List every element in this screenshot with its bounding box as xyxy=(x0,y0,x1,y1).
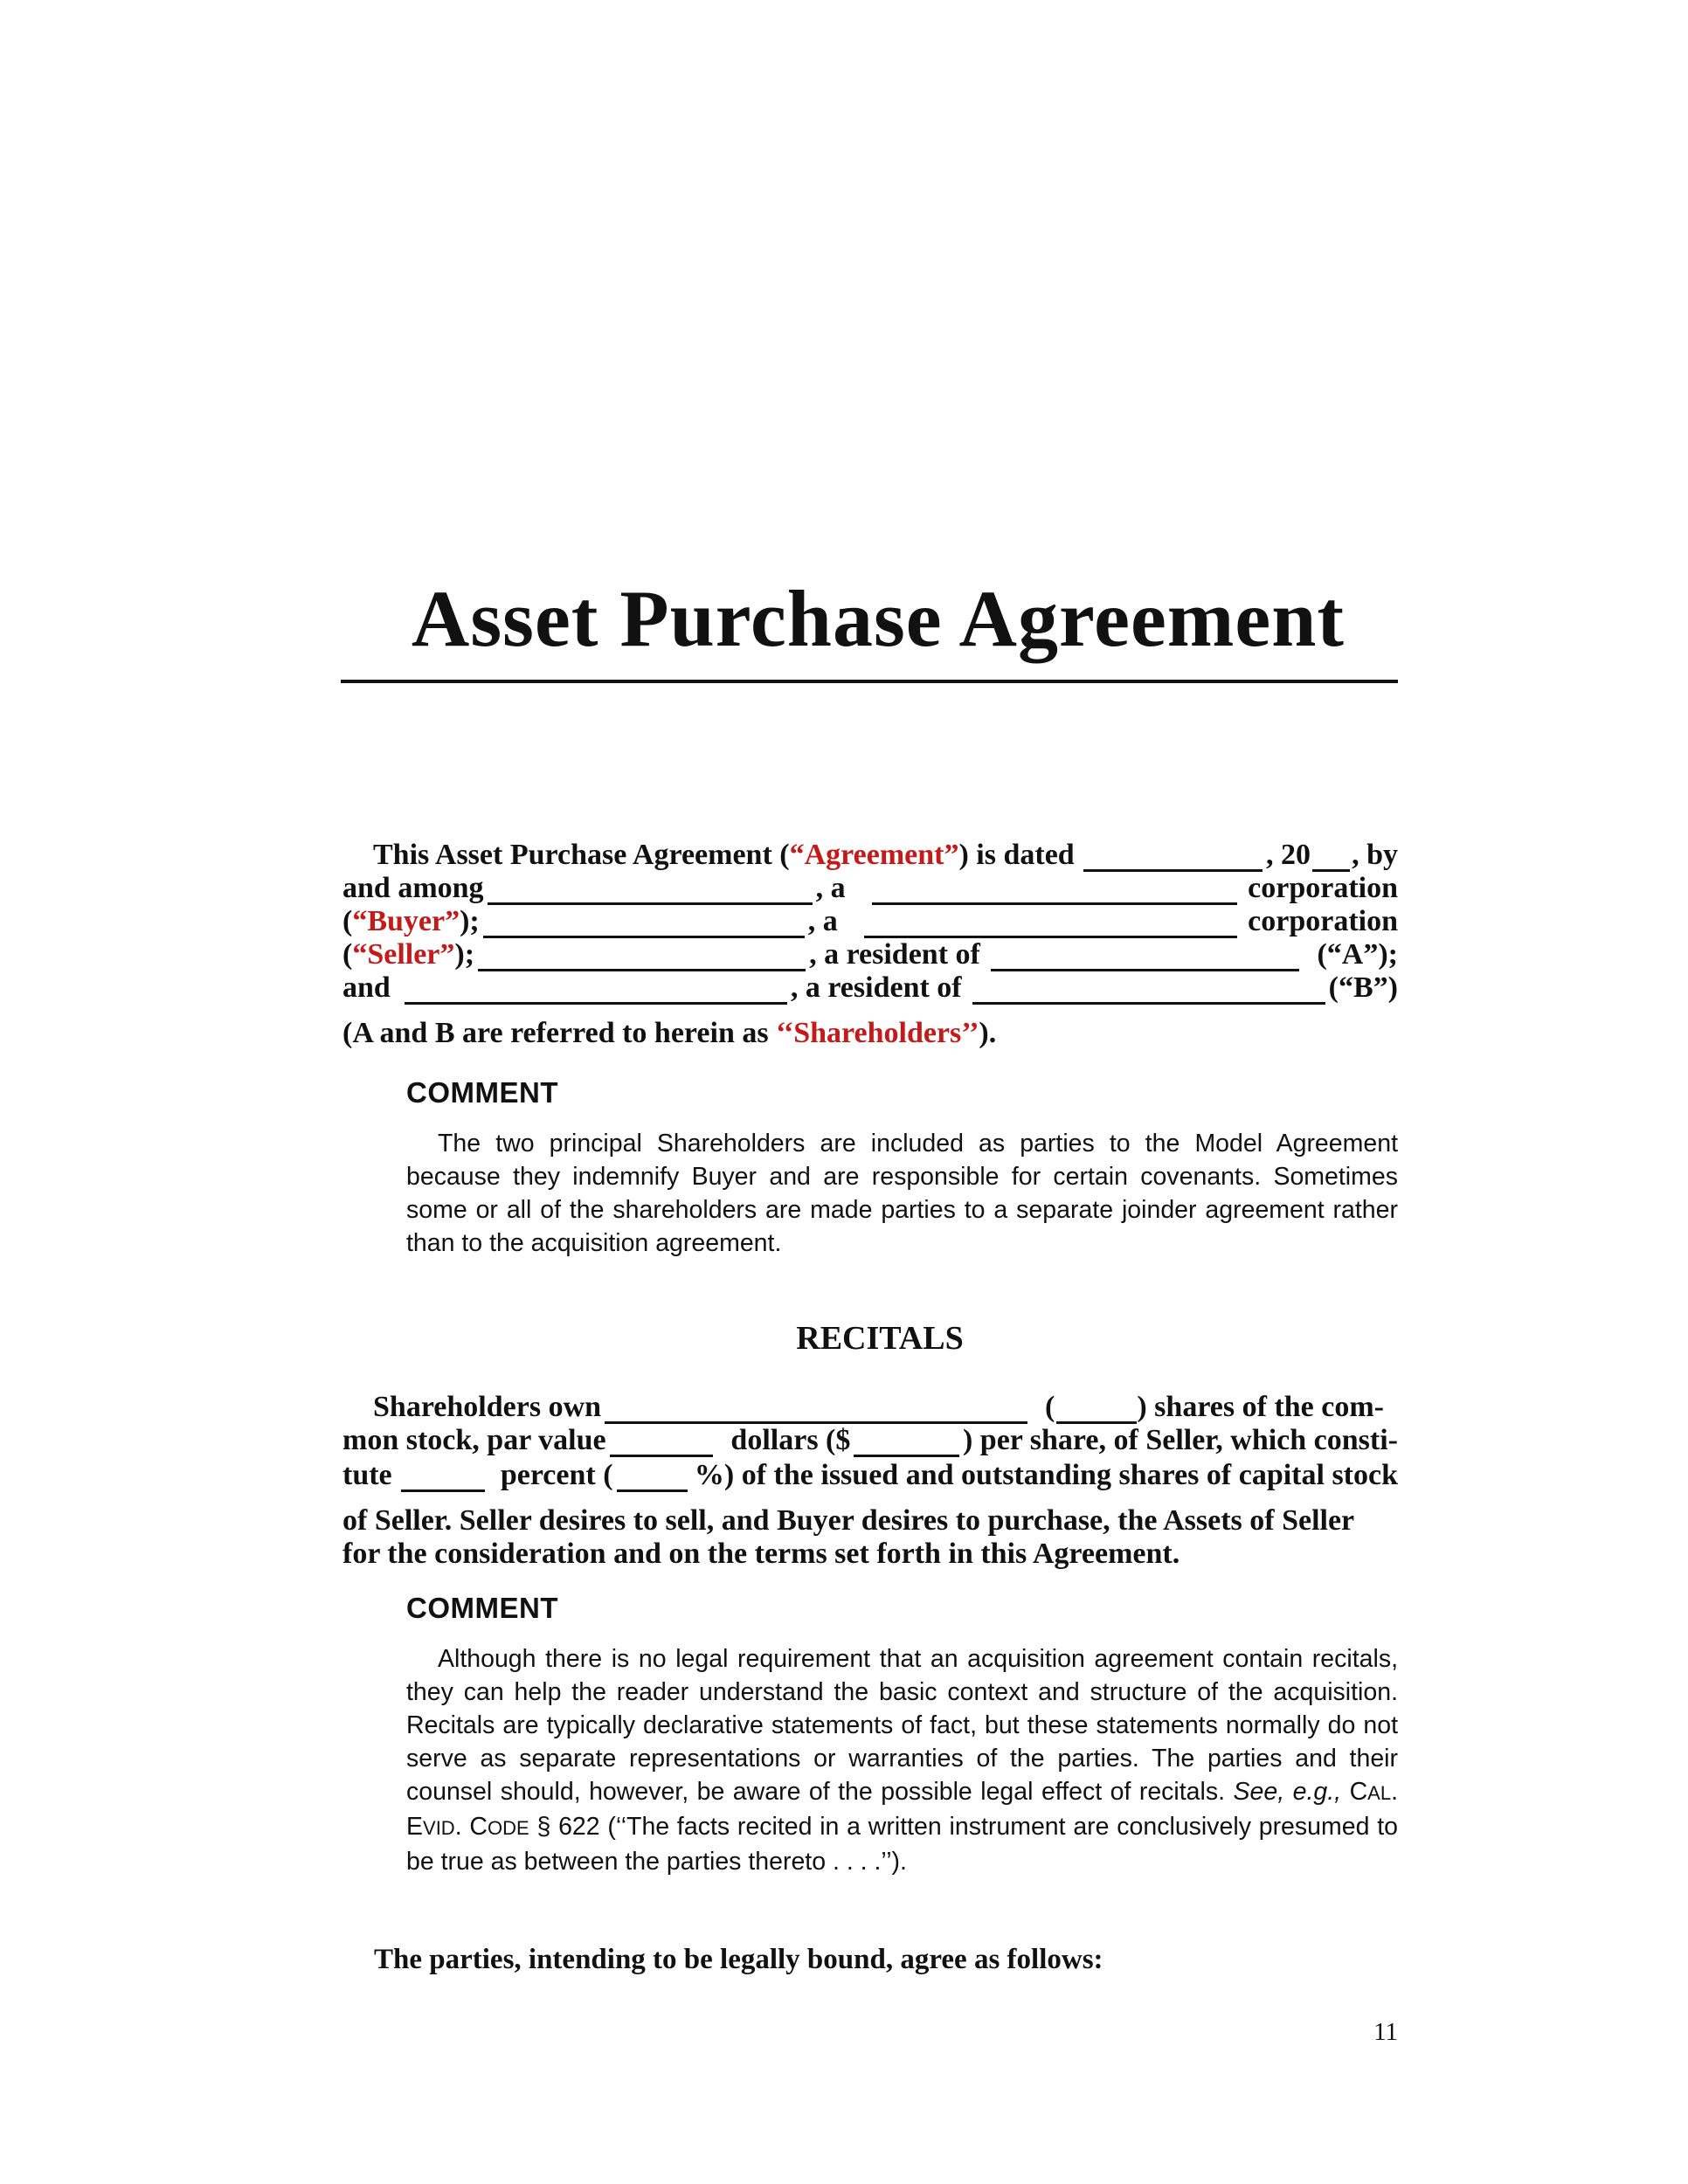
comment-body xyxy=(406,1642,1398,1878)
shareholder-b-name-blank xyxy=(405,976,787,1005)
percent-number-blank xyxy=(617,1463,688,1492)
shareholder-a-name-blank xyxy=(478,943,806,971)
defined-term-agreement: “Agreement” xyxy=(789,839,959,871)
buyer-state-blank xyxy=(872,876,1238,905)
comment-text-part: § 622 (‘‘The facts recited in a written instrument are conclusively presumed to be true as between the parties thereto . . . .’’). xyxy=(406,1813,1398,1876)
page-number: 11 xyxy=(1373,2018,1398,2046)
closing-statement: The parties, intending to be legally bound, agree as follows: xyxy=(374,1944,1103,1975)
intro-line-1 xyxy=(342,839,1398,872)
shareholder-b-residence-blank xyxy=(972,976,1325,1005)
recitals-line-4 xyxy=(342,1504,1398,1538)
intro-text: , a xyxy=(815,872,846,904)
intro-text: and xyxy=(342,971,391,1004)
recitals-line-5 xyxy=(342,1538,1398,1571)
intro-text: ) is dated xyxy=(958,839,1075,871)
intro-line-6 xyxy=(342,1017,1398,1050)
comment-text: The two principal Shareholders are included as parties to the Model Agreement because they indemnify Buyer and are responsible for certain covenants. Sometimes some or all of the shareholders are made parties to a separate joinder agreement rather than to the acquisition agreement. xyxy=(406,1130,1398,1257)
recitals-text: percent ( xyxy=(500,1459,613,1491)
intro-line-5 xyxy=(342,971,1398,1005)
recitals-text: %) of the issued and outstanding shares of capital stock xyxy=(694,1459,1398,1491)
comment-heading: COMMENT xyxy=(406,1076,558,1109)
comment-heading: COMMENT xyxy=(406,1592,558,1624)
recitals-text: ) shares of the com- xyxy=(1137,1391,1385,1423)
citation-code: CAL. EVID. CODE xyxy=(406,1778,1398,1841)
intro-line-3 xyxy=(342,905,1398,938)
comment-text-part: Although there is no legal requirement that an acquisition agreement contain recitals, they can help the reader understand the basic context and structure of the acquisition. Recitals are typically declarative statements of fact, but these statements normally do not serve as separate representations or warranties of the parties. The parties and their counsel should, however, be aware of the possible legal effect of recitals. xyxy=(406,1645,1398,1806)
intro-text: (A and B are referred to herein as xyxy=(342,1017,769,1049)
intro-text: ); xyxy=(460,905,480,937)
citation-signal: See, e.g., xyxy=(1233,1778,1342,1806)
recitals-text: ( xyxy=(1045,1391,1055,1423)
recitals-text: ) per share, of Seller, which consti- xyxy=(962,1424,1398,1456)
intro-text: and among xyxy=(342,872,484,904)
shareholder-a-residence-blank xyxy=(991,943,1300,971)
intro-text: , a xyxy=(807,905,838,937)
intro-text: ( xyxy=(342,905,353,937)
recitals-heading: RECITALS xyxy=(796,1320,964,1357)
seller-state-blank xyxy=(864,909,1237,938)
intro-text: , by xyxy=(1352,839,1398,871)
par-value-number-blank xyxy=(854,1428,959,1457)
recitals-paragraph xyxy=(342,1391,1398,1571)
date-blank xyxy=(1083,843,1263,872)
year-blank xyxy=(1312,843,1350,872)
intro-line-4 xyxy=(342,938,1398,971)
intro-text: (“B”) xyxy=(1328,971,1398,1004)
recitals-text: tute xyxy=(342,1459,392,1491)
recitals-text: mon stock, par value xyxy=(342,1424,606,1456)
defined-term-shareholders: ‘‘Shareholders’’ xyxy=(776,1017,979,1049)
recitals-line-3 xyxy=(342,1459,1398,1492)
comment-body xyxy=(406,1127,1398,1260)
recitals-text: of Seller. Seller desires to sell, and Buyer desires to purchase, the Assets of Seller xyxy=(342,1504,1355,1537)
intro-text: , a resident of xyxy=(790,971,962,1004)
title-rule xyxy=(341,680,1398,683)
defined-term-buyer: “Buyer” xyxy=(352,905,460,937)
par-value-words-blank xyxy=(610,1428,714,1457)
intro-text: ( xyxy=(342,938,353,971)
recitals-line-2 xyxy=(342,1424,1398,1457)
intro-text: (“A”); xyxy=(1317,938,1398,971)
document-title: Asset Purchase Agreement xyxy=(411,574,1346,663)
comment-text xyxy=(406,1642,1398,1878)
seller-name-blank xyxy=(483,909,805,938)
intro-text: This Asset Purchase Agreement ( xyxy=(373,839,790,871)
intro-text: , 20 xyxy=(1266,839,1311,871)
intro-line-2 xyxy=(342,872,1398,905)
share-count-words-blank xyxy=(605,1395,1027,1424)
recitals-text: for the consideration and on the terms set forth in this Agreement. xyxy=(342,1538,1180,1570)
recitals-text: dollars ($ xyxy=(730,1424,851,1456)
percent-words-blank xyxy=(401,1463,485,1492)
intro-text: ); xyxy=(454,938,475,971)
intro-paragraph xyxy=(342,839,1398,1050)
recitals-line-1 xyxy=(342,1391,1398,1424)
intro-text: ). xyxy=(979,1017,997,1049)
buyer-name-blank xyxy=(488,876,813,905)
share-count-number-blank xyxy=(1056,1395,1137,1424)
intro-text: corporation xyxy=(1248,872,1398,904)
recitals-text: Shareholders own xyxy=(373,1391,602,1423)
intro-text: , a resident of xyxy=(809,938,980,971)
defined-term-seller: “Seller” xyxy=(352,938,455,971)
intro-text: corporation xyxy=(1248,905,1398,937)
